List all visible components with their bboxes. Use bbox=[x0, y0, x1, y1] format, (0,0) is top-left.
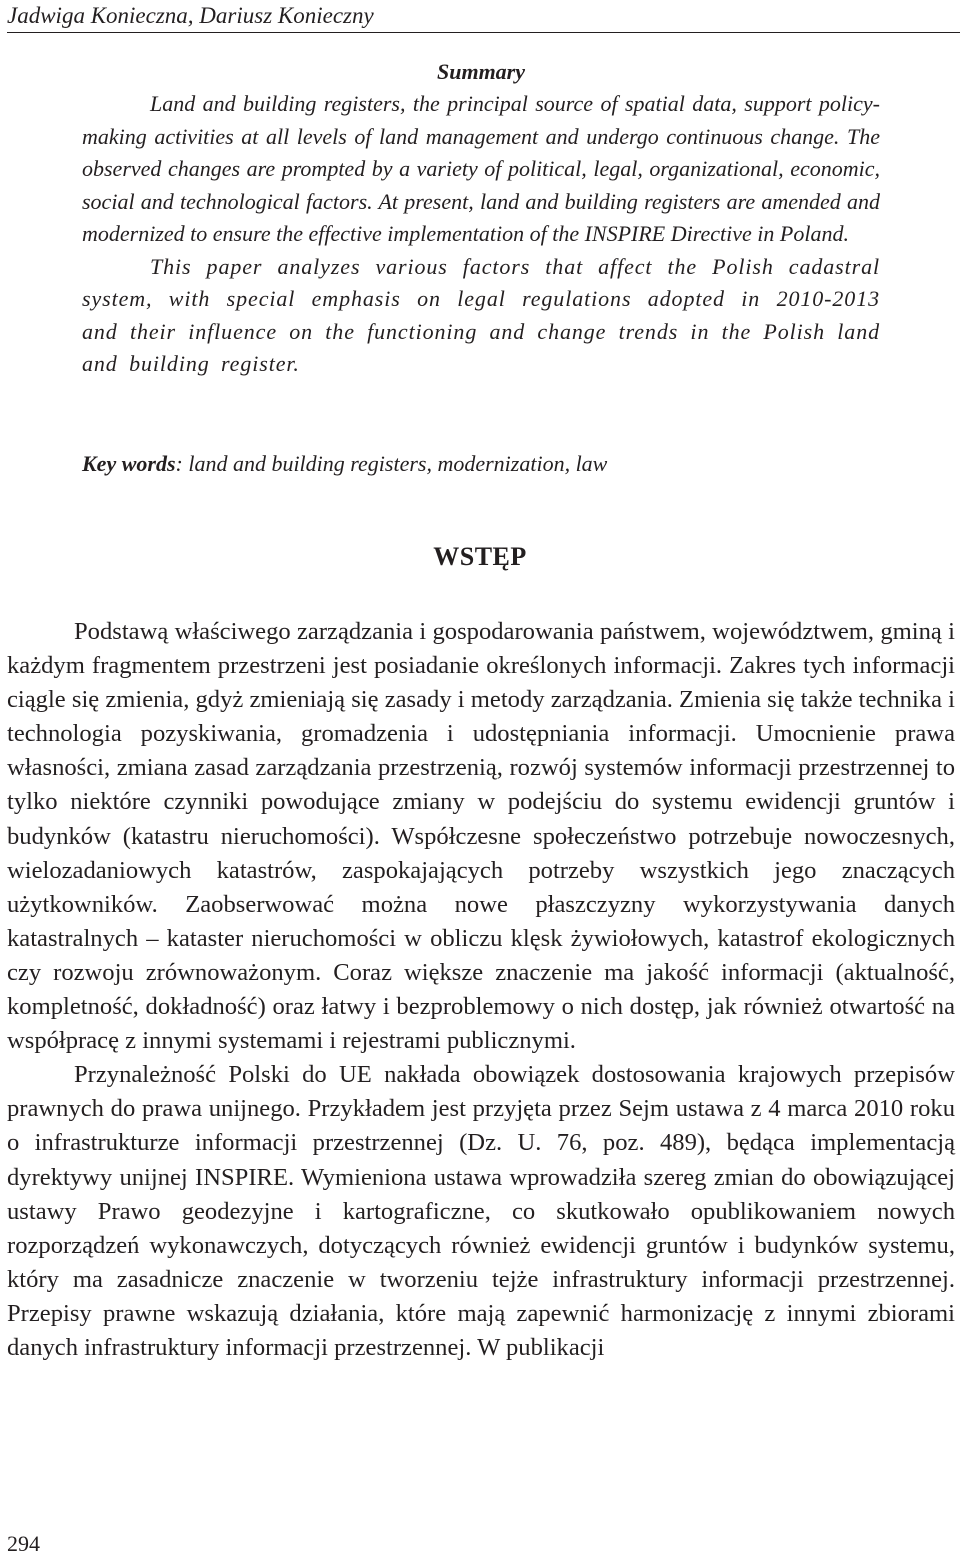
section-heading: WSTĘP bbox=[433, 542, 527, 571]
keywords-label: Key words bbox=[82, 451, 176, 476]
keywords-value: land and building registers, modernization, law bbox=[182, 451, 608, 476]
body-paragraph-2: Przynależność Polski do UE nakłada obowiązek dostosowania krajowych przepisów prawnych do prawa unijnego. Przykładem jest przyjęta przez Sejm ustawa z 4 marca 2010 roku o infrastrukturze informacji przestrzennej (Dz. U. 76, poz. 489), będąca implementacją dyrektywy unijnej INSPIRE. Wymieniona ustawa wprowadziła szereg zmian do obowiązującej ustawy Prawo geodezyjne i kartograficzne, co skutkowało opublikowaniem nowych rozporządzeń wykonawczych, dotyczących również ewidencji gruntów i budynków systemu, który ma zasadnicze znaczenie w tworzeniu tejże infrastruktury informacji przestrzennej. Przepisy prawne wskazują działania, które mają zapewnić harmonizację z innymi zbiorami danych infrastruktury informacji przestrzennej. W publikacji bbox=[7, 1061, 955, 1361]
summary-section bbox=[82, 56, 880, 381]
keywords-separator: : bbox=[175, 451, 183, 476]
keywords-line bbox=[82, 448, 882, 480]
running-head-authors: Jadwiga Konieczna, Dariusz Konieczny bbox=[7, 0, 960, 33]
body-paragraph-1: Podstawą właściwego zarządzania i gospodarowania państwem, województwem, gminą i każdym fragmentem przestrzeni jest posiadanie określonych informacji. Zakres tych informacji ciągle się zmienia, gdyż zmieniają się zasady i metody zarządzania. Zmienia się także technika i technologia pozyskiwania, gromadzenia i udostępniania informacji. Umocnienie prawa własności, zmiana zasad zarządzania przestrzenią, rozwój systemów informacji przestrzennej to tylko niektóre czynniki powodujące zmiany w podejściu do systemu ewidencji gruntów i budynków (katastru nieruchomości). Współczesne społeczeństwo potrzebuje nowoczesnych, wielozadaniowych katastrów, zaspokajających potrzeby wszystkich jego znaczących użytkowników. Zaobserwować można nowe płaszczyzny wykorzystywania danych katastralnych – kataster nieruchomości w obliczu klęsk żywiołowych, katastrof ekologicznych czy rozwoju zrównoważonym. Coraz większe znaczenie ma jakość informacji (aktualność, kompletność, dokładność) oraz łatwy i bezproblemowy o nich dostęp, jak również otwartość na współpracę z innymi systemami i rejestrami publicznymi. bbox=[7, 618, 955, 1055]
summary-paragraph-2: This paper analyzes various factors that affect the Polish cadastral system, with special emphasis on legal regulations adopted in 2010-2013 and their influence on the functioning and change trends in the Polish land and building register. bbox=[82, 253, 880, 376]
page-number: 294 bbox=[7, 1531, 40, 1556]
article-body bbox=[7, 615, 955, 1365]
summary-paragraph-1: Land and building registers, the principal source of spatial data, support policy-making activities at all levels of land management and undergo continuous change. The observed changes are prompted by a variety of political, legal, organizational, economic, social and technological factors. At present, land and building registers are amended and modernized to ensure the effective implementation of the INSPIRE Directive in Poland. bbox=[82, 91, 880, 246]
summary-title: Summary bbox=[436, 59, 526, 84]
